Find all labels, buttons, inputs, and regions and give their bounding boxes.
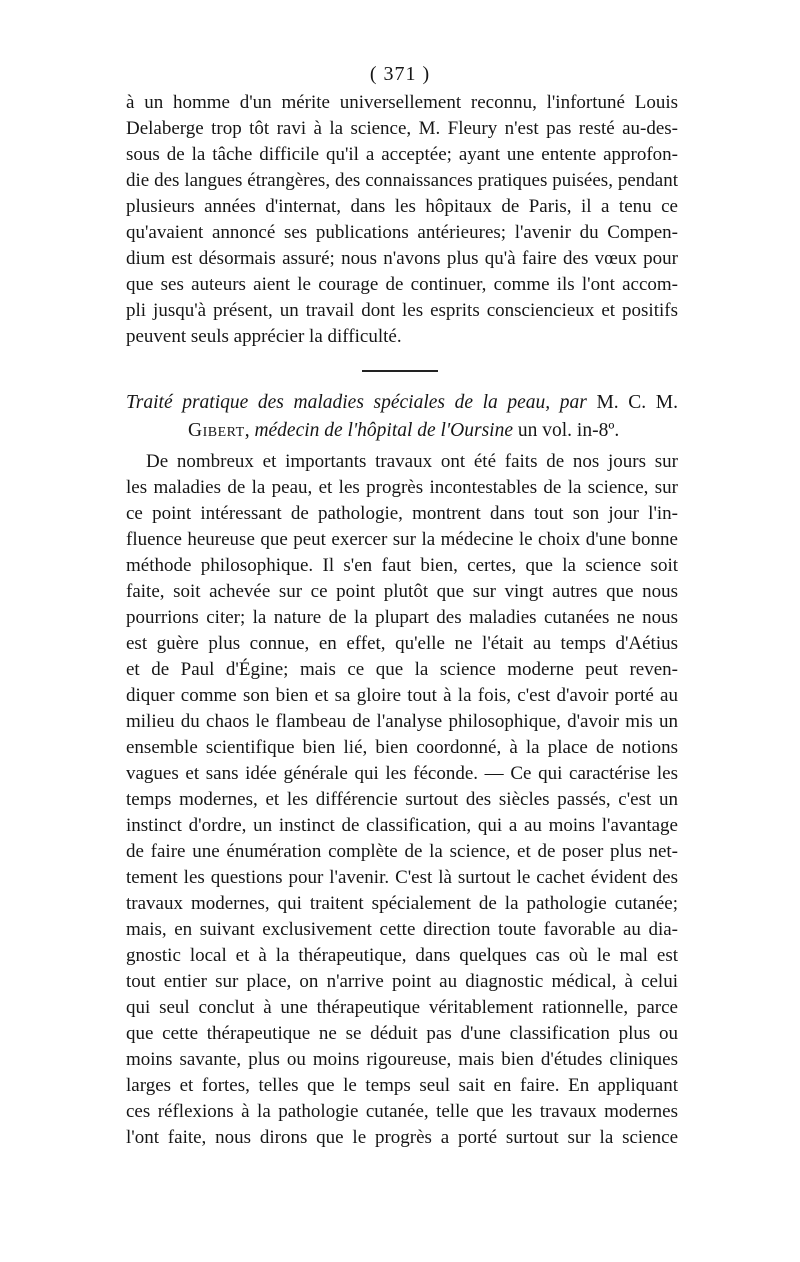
heading-line-2 <box>126 417 678 445</box>
book-title: Traité pratique des maladies spéciales de la peau, par <box>126 392 587 413</box>
text-line: est guère plus connue, en effet, qu'elle ne l'était au temps d'Aétius <box>126 633 678 654</box>
text-line: instinct d'ordre, un instinct de classification, qui a au moins l'avantage <box>126 815 678 836</box>
continuation-paragraph <box>126 90 678 350</box>
text-line: que cette thérapeutique ne se déduit pas d'une classification plus ou <box>126 1023 678 1044</box>
text-line: diquer comme son bien et sa gloire tout à la fois, c'est d'avoir porté au <box>126 685 678 706</box>
text-line: l'ont faite, nous dirons que le progrès a porté surtout sur la science <box>126 1127 678 1148</box>
text-line: die des langues étrangères, des connaissances pratiques puisées, pendant <box>126 170 678 191</box>
text-line: dium est désormais assuré; nous n'avons plus qu'à faire des vœux pour <box>126 248 678 269</box>
author-title: médecin de l'hôpital de l'Oursine <box>254 420 513 441</box>
text-line: à un homme d'un mérite universellement reconnu, l'infortuné Louis <box>126 92 678 113</box>
text-line: pli jusqu'à présent, un travail dont les esprits consciencieux et positifs <box>126 300 678 321</box>
text-line: travaux modernes, qui traitent spécialement de la pathologie cutanée; <box>126 893 678 914</box>
text-line: sous de la tâche difficile qu'il a acceptée; ayant une entente approfon- <box>126 144 678 165</box>
text-line: temps modernes, et les différencie surtout des siècles passés, c'est un <box>126 789 678 810</box>
text-line: méthode philosophique. Il s'en faut bien, certes, que la science soit <box>126 555 678 576</box>
text-line: qui seul conclut à une thérapeutique véritablement rationnelle, parce <box>126 997 678 1018</box>
section-separator <box>362 370 438 372</box>
text-line: peuvent seuls apprécier la difficulté. <box>126 326 402 347</box>
text-line: mais, en suivant exclusivement cette direction toute favorable au dia- <box>126 919 678 940</box>
text-line: que ses auteurs aient le courage de continuer, comme ils l'ont accom- <box>126 274 678 295</box>
text-line: gnostic local et à la thérapeutique, dans quelques cas où le mal est <box>126 945 678 966</box>
book-format: un vol. in-8º. <box>512 420 620 441</box>
text-line: plusieurs années d'internat, dans les hôpitaux de Paris, il a tenu ce <box>126 196 678 217</box>
review-paragraph <box>126 449 678 1151</box>
text-line: De nombreux et importants travaux ont été faits de nos jours sur <box>146 451 678 472</box>
text-line: de faire une énumération complète de la science, et de poser plus net- <box>126 841 678 862</box>
text-line: les maladies de la peau, et les progrès incontestables de la science, sur <box>126 477 678 498</box>
text-line: pourrions citer; la nature de la plupart des maladies cutanées ne nous <box>126 607 678 628</box>
review-heading <box>126 389 678 445</box>
text-line: ce point intéressant de pathologie, montrent dans tout son jour l'in- <box>126 503 678 524</box>
text-line: fluence heureuse que peut exercer sur la médecine le choix d'une bonne <box>126 529 678 550</box>
text-line: ces réflexions à la pathologie cutanée, telle que les travaux modernes <box>126 1101 678 1122</box>
author-surname: Gibert <box>188 420 245 441</box>
text-line: faite, soit achevée sur ce point plutôt que sur vingt autres que nous <box>126 581 678 602</box>
text-line: larges et fortes, telles que le temps seul sait en faire. En appliquant <box>126 1075 678 1096</box>
heading-comma: , <box>244 420 255 441</box>
text-line: moins savante, plus ou moins rigoureuse, mais bien d'études cliniques <box>126 1049 678 1070</box>
text-line: ensemble scientifique bien lié, bien coordonné, à la place de notions <box>126 737 678 758</box>
heading-line-1 <box>126 389 678 417</box>
text-line: qu'avaient annoncé ses publications antérieures; l'avenir du Compen- <box>126 222 678 243</box>
text-line: et de Paul d'Égine; mais ce que la science moderne peut reven- <box>126 659 678 680</box>
author-initials: M. C. M. <box>586 392 678 413</box>
text-line: vagues et sans idée générale qui les féconde. — Ce qui caractérise les <box>126 763 678 784</box>
text-line: Delaberge trop tôt ravi à la science, M. Fleury n'est pas resté au-des- <box>126 118 678 139</box>
text-line: milieu du chaos le flambeau de l'analyse philosophique, d'avoir mis un <box>126 711 678 732</box>
text-line: tement les questions pour l'avenir. C'est là surtout le cachet évident des <box>126 867 678 888</box>
text-line: tout entier sur place, on n'arrive point au diagnostic médical, à celui <box>126 971 678 992</box>
page-number: ( 371 ) <box>369 63 431 85</box>
